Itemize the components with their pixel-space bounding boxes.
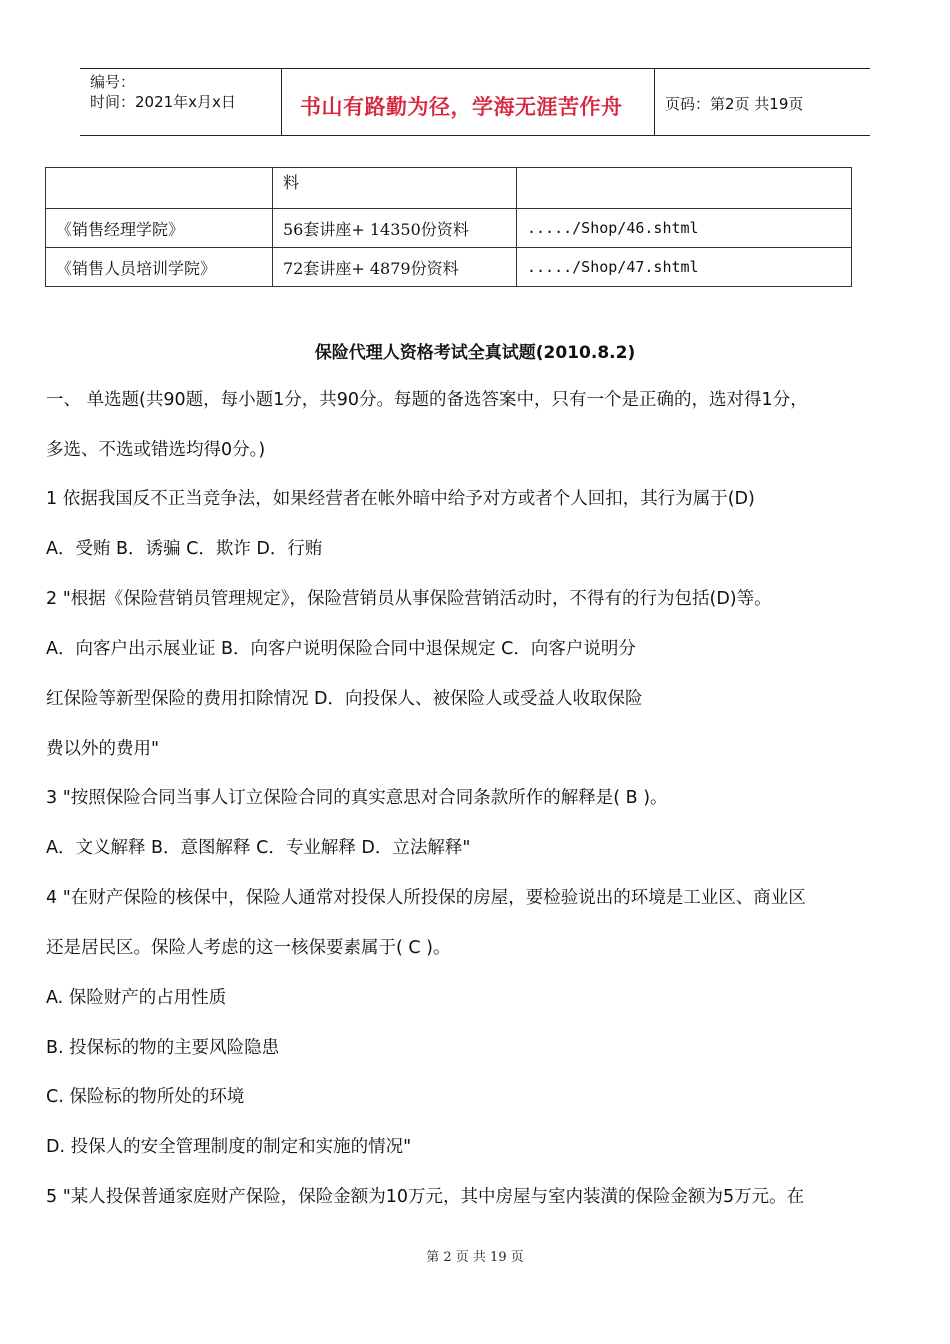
- header-page-info: 页码：第2页 共19页: [665, 95, 804, 113]
- document-title: 保险代理人资格考试全真试题(2010.8.2): [314, 343, 636, 363]
- header-top-rule: [80, 68, 870, 69]
- table-cell-course: 《销售人员培训学院》: [46, 248, 273, 287]
- question-2: 2 "根据《保险营销员管理规定》，保险营销员从事保险营销活动时，不得有的行为包括(D)等。: [46, 589, 772, 609]
- header-divider-right: [654, 68, 655, 135]
- question-4-option-d: D. 投保人的安全管理制度的制定和实施的情况": [46, 1137, 412, 1157]
- question-4: 4 "在财产保险的核保中，保险人通常对投保人所投保的房屋，要检验说出的环境是工业区、商业区: [46, 888, 806, 908]
- page-footer: 第 2 页 共 19 页: [426, 1250, 524, 1265]
- question-4-option-b: B. 投保标的物的主要风险隐患: [46, 1038, 280, 1058]
- table-cell-content: 56套讲座+ 14350份资料: [273, 209, 517, 248]
- table-cell: [517, 168, 852, 209]
- text-line: 多选、不选或错选均得0分。): [46, 440, 266, 460]
- table-cell-link[interactable]: ...../Shop/47.shtml: [517, 248, 852, 287]
- question-2-options-end: 费以外的费用": [46, 739, 160, 759]
- header-time-label: 时间：2021年x月x日: [90, 93, 236, 111]
- question-1: 1 依据我国反不正当竞争法，如果经营者在帐外暗中给予对方或者个人回扣，其行为属于(D): [46, 489, 755, 509]
- header-bottom-rule: [80, 135, 870, 136]
- table-cell: [46, 168, 273, 209]
- table-row: [46, 168, 852, 209]
- question-3-options: A．文义解释 B．意图解释 C．专业解释 D．立法解释": [46, 838, 471, 858]
- question-4-option-a: A. 保险财产的占用性质: [46, 988, 227, 1008]
- question-4-option-c: C. 保险标的物所处的环境: [46, 1087, 245, 1107]
- question-3: 3 "按照保险合同当事人订立保险合同的真实意思对合同条款所作的解释是( B )。: [46, 788, 668, 808]
- table-row: [46, 209, 852, 248]
- table-cell-course: 《销售经理学院》: [46, 209, 273, 248]
- table-cell-content: 72套讲座+ 4879份资料: [273, 248, 517, 287]
- table-row: [46, 248, 852, 287]
- question-2-options-cont: 红保险等新型保险的费用扣除情况 D．向投保人、被保险人或受益人收取保险: [46, 689, 643, 709]
- header-divider-left: [281, 68, 282, 135]
- question-2-options: A．向客户出示展业证 B．向客户说明保险合同中退保规定 C．向客户说明分: [46, 639, 636, 659]
- resource-table: [45, 167, 852, 287]
- table-cell-link[interactable]: ...../Shop/46.shtml: [517, 209, 852, 248]
- header-motto: 书山有路勤为径，学海无涯苦作舟: [300, 95, 623, 119]
- section-heading: 一、 单选题(共90题，每小题1分，共90分。每题的备选答案中，只有一个是正确的，选对得1分，: [46, 390, 808, 410]
- question-1-options: A．受贿 B．诱骗 C．欺诈 D．行贿: [46, 539, 323, 559]
- header-code-label: 编号：: [90, 73, 136, 91]
- question-4-cont: 还是居民区。保险人考虑的这一核保要素属于( C )。: [46, 938, 451, 958]
- table-cell: 料: [273, 168, 517, 209]
- question-5: 5 "某人投保普通家庭财产保险，保险金额为10万元，其中房屋与室内装潢的保险金额为5万元。在: [46, 1187, 805, 1207]
